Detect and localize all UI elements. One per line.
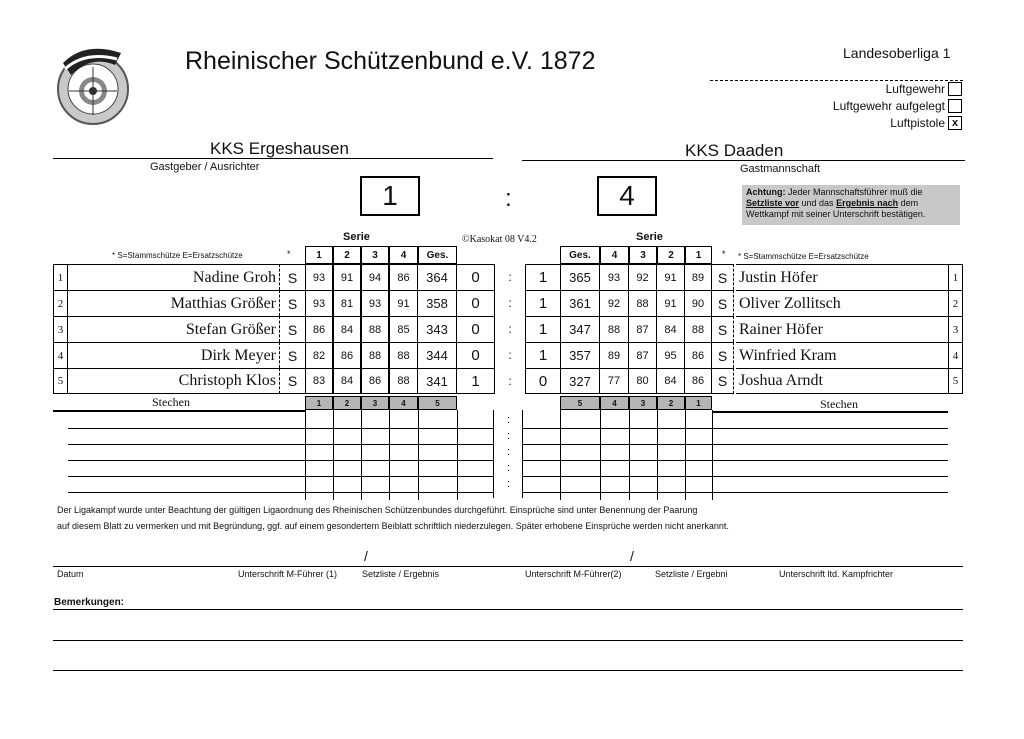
signature-slash-2: / <box>630 548 634 564</box>
away-serie-3: 84 <box>657 368 685 394</box>
away-serie-3: 91 <box>657 264 685 290</box>
home-row-number: 1 <box>53 264 68 290</box>
home-row-number: 2 <box>53 290 68 316</box>
away-serie-3: 84 <box>657 316 685 342</box>
home-row-number: 4 <box>53 342 68 368</box>
stechen-away-rule <box>522 460 948 461</box>
home-total: 344 <box>418 342 457 368</box>
home-serie-1: 93 <box>305 290 333 316</box>
home-serie-4: 85 <box>389 316 418 342</box>
stechen-home-vline <box>361 410 362 500</box>
away-serie-1: 77 <box>600 368 629 394</box>
home-points: 0 <box>457 342 495 368</box>
away-serie-4: 86 <box>685 342 712 368</box>
away-serie-1: 88 <box>600 316 629 342</box>
home-shooter-name: Stefan Größer <box>68 316 280 342</box>
stechen-separator: : <box>507 462 511 474</box>
category-checkbox-luftgewehr[interactable] <box>948 82 962 96</box>
away-row-number: 3 <box>948 316 963 342</box>
serie-label-home: Serie <box>343 231 370 243</box>
stechen-away-vline <box>629 410 630 500</box>
home-serie-1: 93 <box>305 264 333 290</box>
home-serie-1: 82 <box>305 342 333 368</box>
home-serie-3: 86 <box>361 368 389 394</box>
category-luftpistole: Luftpistole x <box>760 115 964 132</box>
away-serie-2: 87 <box>629 316 657 342</box>
away-serie-1: 92 <box>600 290 629 316</box>
stechen-home-rule <box>68 444 493 445</box>
away-serie-4: 89 <box>685 264 712 290</box>
stechen-home-vline <box>333 410 334 500</box>
home-shooter-type: S <box>280 316 305 342</box>
stechen-away-vline <box>657 410 658 500</box>
home-serie-4: 91 <box>389 290 418 316</box>
home-serie-4: 86 <box>389 264 418 290</box>
copyright: ©Kasokat 08 V4.2 <box>462 234 537 245</box>
stechen-home-vline <box>457 410 458 500</box>
stechen-home-rule <box>68 428 493 429</box>
stechen-home-rule <box>68 460 493 461</box>
home-shooter-name: Christoph Klos <box>68 368 280 394</box>
stechen-home-vline <box>418 410 419 500</box>
away-shooter-name: Joshua Arndt <box>736 368 948 394</box>
remarks-line-1 <box>53 609 963 610</box>
table-row <box>0 368 1024 394</box>
away-serie-4: 86 <box>685 368 712 394</box>
away-serie-1: 93 <box>600 264 629 290</box>
home-serie-4: 88 <box>389 368 418 394</box>
home-serie-4: 88 <box>389 342 418 368</box>
stechen-separator: : <box>507 478 511 490</box>
stechen-away-col-4: 2 <box>657 396 685 410</box>
away-shooter-type: S <box>712 264 734 290</box>
legend-home: * S=Stammschütze E=Ersatzschütze <box>112 251 243 260</box>
stechen-center-vline-2 <box>493 410 494 498</box>
category-list <box>760 81 964 132</box>
away-points: 1 <box>525 342 560 368</box>
away-total: 327 <box>560 368 600 394</box>
row-separator: : <box>508 348 512 362</box>
remarks-label: Bemerkungen: <box>54 597 125 608</box>
away-header-col-2: 4 <box>600 246 629 264</box>
home-serie-2: 86 <box>333 342 361 368</box>
away-header-col-1: Ges. <box>560 246 600 264</box>
stechen-home-line <box>53 410 305 412</box>
home-total: 341 <box>418 368 457 394</box>
remarks-line-2 <box>53 640 963 641</box>
category-luftgewehr: Luftgewehr <box>760 81 964 98</box>
away-shooter-type: S <box>712 342 734 368</box>
home-serie-3: 88 <box>361 342 389 368</box>
away-shooter-type: S <box>712 368 734 394</box>
stechen-home-col-1: 1 <box>305 396 333 410</box>
stechen-home-rule <box>68 492 493 493</box>
home-header-col-2: 2 <box>333 246 361 264</box>
stechen-away-rule <box>522 476 948 477</box>
stechen-label-away: Stechen <box>820 397 858 411</box>
stechen-center-vline <box>522 410 523 498</box>
stechen-away-col-1: 5 <box>560 396 600 410</box>
away-serie-4: 90 <box>685 290 712 316</box>
away-total: 365 <box>560 264 600 290</box>
home-team-name: KKS Ergeshausen <box>210 139 349 158</box>
row-separator: : <box>508 270 512 284</box>
stechen-away-rule <box>522 444 948 445</box>
stechen-home-vline <box>389 410 390 500</box>
home-shooter-type: S <box>280 342 305 368</box>
stechen-home-col-5: 5 <box>418 396 457 410</box>
stechen-away-col-3: 3 <box>629 396 657 410</box>
away-team-name: KKS Daaden <box>685 141 784 160</box>
away-serie-2: 88 <box>629 290 657 316</box>
away-shooter-name: Rainer Höfer <box>736 316 948 342</box>
away-serie-2: 80 <box>629 368 657 394</box>
away-header-col-4: 2 <box>657 246 685 264</box>
star-home: * <box>287 249 291 259</box>
stechen-away-rule <box>522 492 948 493</box>
setzliste-label-1: Setzliste / Ergebnis <box>362 569 440 579</box>
away-serie-2: 92 <box>629 264 657 290</box>
stechen-away-col-2: 4 <box>600 396 629 410</box>
table-row <box>0 290 1024 316</box>
table-row <box>0 342 1024 368</box>
away-serie-2: 87 <box>629 342 657 368</box>
home-row-number: 3 <box>53 316 68 342</box>
away-total: 347 <box>560 316 600 342</box>
home-points: 0 <box>457 264 495 290</box>
away-team-role: Gastmannschaft <box>740 163 821 175</box>
home-serie-3: 88 <box>361 316 389 342</box>
away-team-underline <box>522 160 965 161</box>
home-points: 0 <box>457 290 495 316</box>
away-serie-1: 89 <box>600 342 629 368</box>
stechen-home-rule <box>68 476 493 477</box>
away-points: 1 <box>525 264 560 290</box>
stechen-separator: : <box>507 414 511 426</box>
home-total: 364 <box>418 264 457 290</box>
footer-text-1: Der Ligakampf wurde unter Beachtung der gültigen Ligaordnung des Rheinischen Schützenbundes durchgeführt. Einsprüche sind unter Benennung der Paarung <box>57 505 698 515</box>
away-serie-4: 88 <box>685 316 712 342</box>
stechen-home-col-3: 3 <box>361 396 389 410</box>
away-header-col-3: 3 <box>629 246 657 264</box>
home-header-col-4: 4 <box>389 246 418 264</box>
stechen-away-rule <box>522 428 948 429</box>
stechen-home-col-4: 4 <box>389 396 418 410</box>
away-shooter-name: Oliver Zollitsch <box>736 290 948 316</box>
home-header-col-1: 1 <box>305 246 333 264</box>
home-shooter-name: Matthias Größer <box>68 290 280 316</box>
away-shooter-type: S <box>712 290 734 316</box>
table-row <box>0 316 1024 342</box>
home-header-col-3: 3 <box>361 246 389 264</box>
signature-label-2: Unterschrift M-Führer(2) <box>525 569 622 579</box>
home-total: 343 <box>418 316 457 342</box>
stechen-away-vline <box>560 410 561 500</box>
legend-away: * S=Stammschütze E=Ersatzschütze <box>738 252 869 261</box>
category-luftgewehr-aufgelegt: Luftgewehr aufgelegt <box>760 98 964 115</box>
home-total: 358 <box>418 290 457 316</box>
home-serie-3: 93 <box>361 290 389 316</box>
signature-line <box>53 566 963 567</box>
home-team-role: Gastgeber / Ausrichter <box>150 161 260 173</box>
star-away: * <box>722 249 726 259</box>
away-score: 4 <box>619 180 635 211</box>
serie-label-away: Serie <box>636 231 663 243</box>
away-row-number: 2 <box>948 290 963 316</box>
home-row-number: 5 <box>53 368 68 394</box>
org-title: Rheinischer Schützenbund e.V. 1872 <box>185 47 596 75</box>
stechen-away-vline <box>712 410 713 500</box>
stechen-away-col-5: 1 <box>685 396 712 410</box>
away-points: 1 <box>525 290 560 316</box>
home-shooter-type: S <box>280 290 305 316</box>
home-points: 1 <box>457 368 495 394</box>
away-row-number: 5 <box>948 368 963 394</box>
away-header-col-5: 1 <box>685 246 712 264</box>
setzliste-label-2: Setzliste / Ergebni <box>655 569 728 579</box>
stechen-away-vline <box>685 410 686 500</box>
home-shooter-name: Nadine Groh <box>68 264 280 290</box>
home-header-col-5: Ges. <box>418 246 457 264</box>
league-label: Landesoberliga 1 <box>843 45 951 61</box>
home-serie-2: 84 <box>333 368 361 394</box>
away-points: 0 <box>525 368 560 394</box>
away-serie-3: 91 <box>657 290 685 316</box>
row-separator: : <box>508 322 512 336</box>
remarks-line-3 <box>53 670 963 671</box>
stechen-home-vline <box>305 410 306 500</box>
away-score-box <box>597 176 657 216</box>
signature-label-3: Unterschrift ltd. Kampfrichter <box>779 569 894 579</box>
table-row <box>0 264 1024 290</box>
notice-box: Achtung: Jeder Mannschaftsführer muß die Setzliste vor und das Ergebnis nach dem Wettkampf mit seiner Unterschrift bestätigen. <box>742 185 960 225</box>
category-checkbox-luftpistole[interactable]: x <box>948 116 962 130</box>
home-serie-2: 91 <box>333 264 361 290</box>
away-points: 1 <box>525 316 560 342</box>
away-shooter-type: S <box>712 316 734 342</box>
signature-slash-1: / <box>364 548 368 564</box>
home-shooter-name: Dirk Meyer <box>68 342 280 368</box>
stechen-away-line <box>712 411 948 413</box>
club-logo <box>55 45 133 127</box>
away-total: 361 <box>560 290 600 316</box>
datum-label: Datum <box>57 569 84 579</box>
away-shooter-name: Justin Höfer <box>736 264 948 290</box>
home-shooter-type: S <box>280 264 305 290</box>
row-separator: : <box>508 374 512 388</box>
home-team-underline <box>53 158 493 159</box>
home-serie-1: 86 <box>305 316 333 342</box>
away-total: 357 <box>560 342 600 368</box>
category-checkbox-aufgelegt[interactable] <box>948 99 962 113</box>
signature-label-1: Unterschrift M-Führer (1) <box>238 569 338 579</box>
stechen-home-col-2: 2 <box>333 396 361 410</box>
footer-text-2: auf diesem Blatt zu vermerken und mit Begründung, ggf. auf einem gesondertem Beiblatt schriftlich niederzulegen. Später erhobene Einsprüche werden nicht anerkannt. <box>57 521 729 531</box>
stechen-away-vline <box>600 410 601 500</box>
away-shooter-name: Winfried Kram <box>736 342 948 368</box>
away-row-number: 4 <box>948 342 963 368</box>
stechen-separator: : <box>507 430 511 442</box>
stechen-separator: : <box>507 446 511 458</box>
home-score-box <box>360 176 420 216</box>
home-serie-2: 84 <box>333 316 361 342</box>
home-score: 1 <box>382 180 398 211</box>
home-points: 0 <box>457 316 495 342</box>
away-row-number: 1 <box>948 264 963 290</box>
home-serie-1: 83 <box>305 368 333 394</box>
stechen-label-home: Stechen <box>152 395 190 409</box>
home-serie-3: 94 <box>361 264 389 290</box>
row-separator: : <box>508 296 512 310</box>
away-serie-3: 95 <box>657 342 685 368</box>
home-serie-2: 81 <box>333 290 361 316</box>
score-separator: : <box>505 185 512 212</box>
home-shooter-type: S <box>280 368 305 394</box>
